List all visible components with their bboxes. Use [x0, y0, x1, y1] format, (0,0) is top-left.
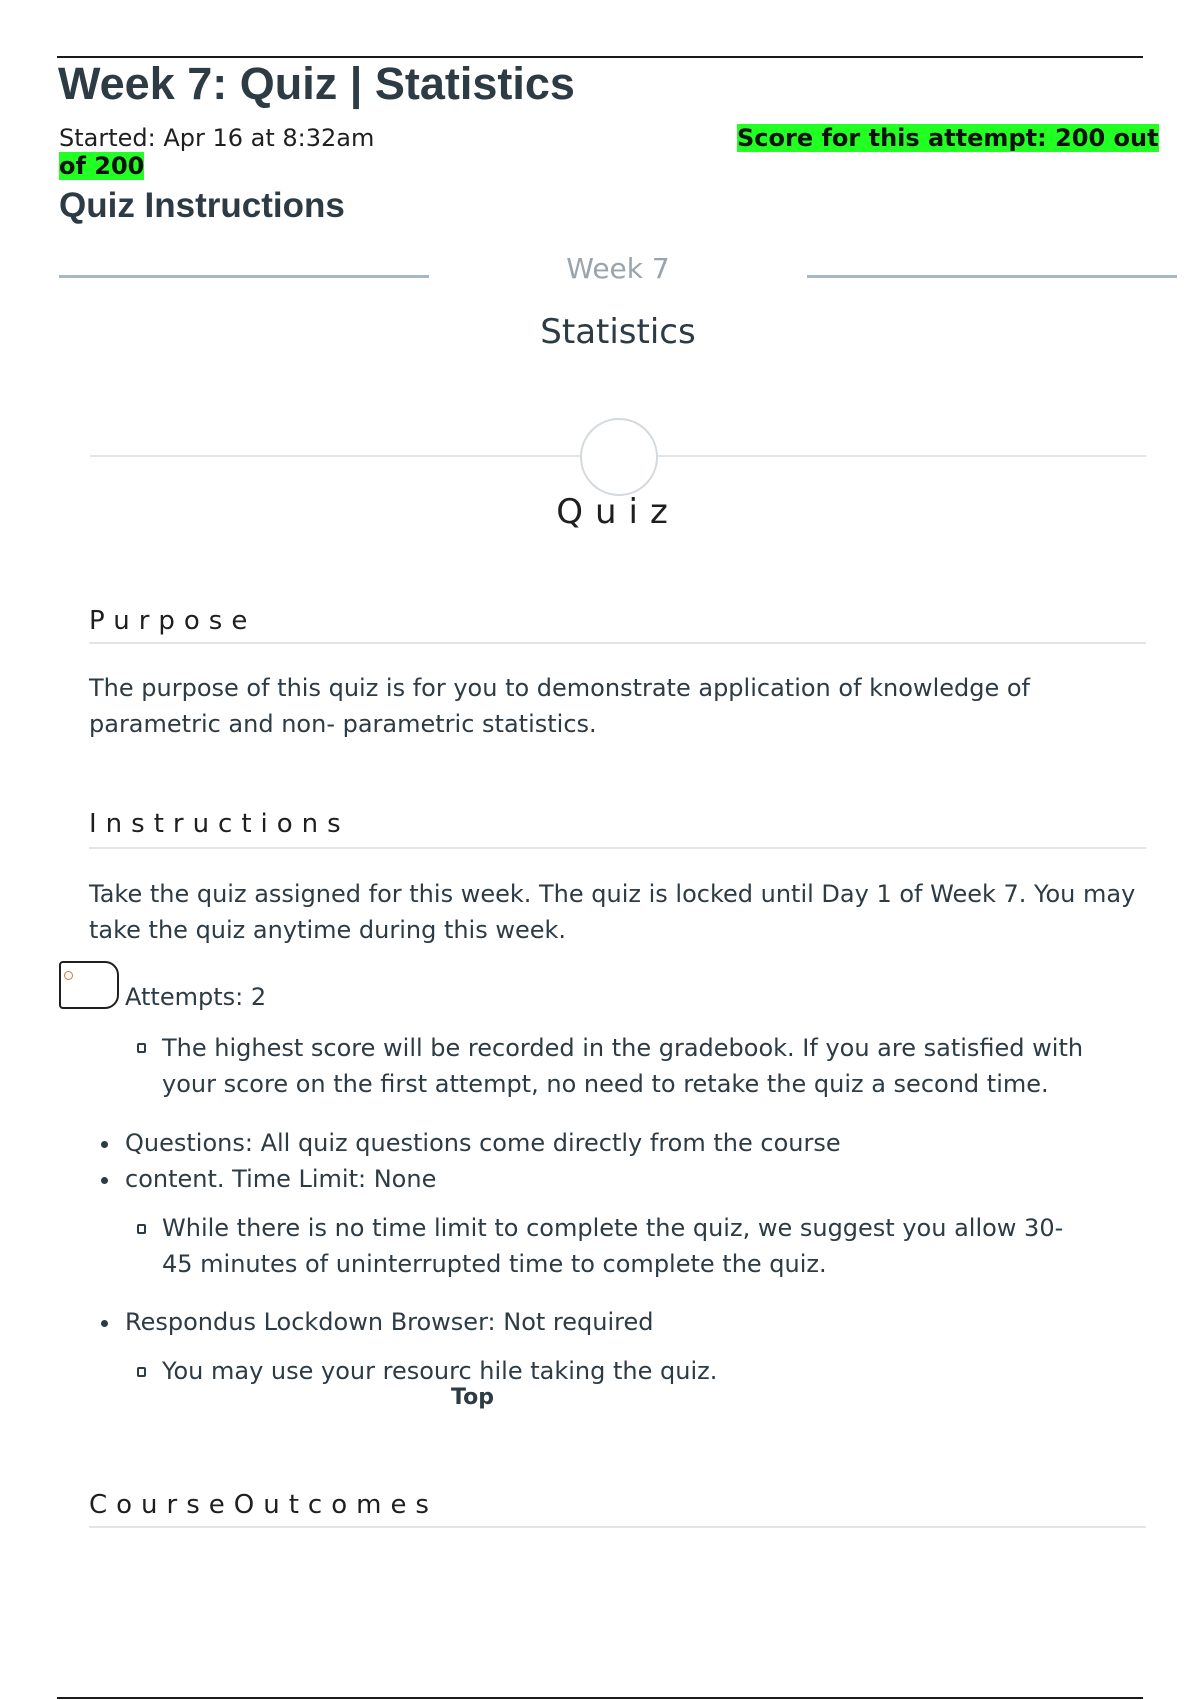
bottom-rule — [57, 1697, 1143, 1699]
banner-title: Statistics — [540, 312, 696, 352]
instructions-heading: Instructions — [89, 809, 350, 839]
purpose-text: The purpose of this quiz is for you to demonstrate application of knowledge of parametric and non- parametric statistics. — [89, 674, 1030, 738]
disc-bullet-icon — [101, 1320, 108, 1327]
disc-bullet-icon — [101, 1141, 108, 1148]
image-placeholder-icon — [64, 971, 73, 980]
started-timestamp: Started: Apr 16 at 8:32am — [59, 124, 375, 152]
attempts-note-line-2: your score on the first attempt, no need to retake the quiz a second time. — [162, 1070, 1049, 1098]
banner-divider-right — [807, 275, 1177, 278]
square-bullet-icon — [137, 1043, 146, 1053]
lockdown-item: Respondus Lockdown Browser: Not required — [125, 1308, 654, 1336]
instructions-rule — [89, 847, 1146, 849]
attempts-note-line-1: The highest score will be recorded in the gradebook. If you are satisfied with — [162, 1034, 1084, 1062]
square-bullet-icon — [137, 1224, 146, 1234]
top-link[interactable]: Top — [451, 1385, 494, 1410]
quiz-type-label: Quiz — [556, 492, 680, 532]
quiz-circle-icon — [580, 418, 658, 496]
attempts-item: Attempts: 2 — [125, 983, 267, 1011]
banner-divider-left — [59, 275, 429, 278]
score-highlight-line-2: of 200 — [59, 152, 145, 180]
banner-week-label: Week 7 — [566, 252, 670, 285]
quiz-instructions-heading: Quiz Instructions — [59, 186, 345, 225]
page-title: Week 7: Quiz | Statistics — [58, 58, 575, 109]
score-highlight-line-1: Score for this attempt: 200 out — [737, 124, 1159, 152]
resources-note: You may use your resourc hile taking the quiz. — [162, 1357, 718, 1385]
time-note-line-1: While there is no time limit to complete the quiz, we suggest you allow 30- — [162, 1214, 1064, 1242]
disc-bullet-icon — [101, 1177, 108, 1184]
purpose-rule — [89, 642, 1146, 644]
time-note-line-2: 45 minutes of uninterrupted time to complete the quiz. — [162, 1250, 827, 1278]
course-outcomes-rule — [89, 1526, 1146, 1528]
instructions-text: Take the quiz assigned for this week. The quiz is locked until Day 1 of Week 7. You may take the quiz anytime during this week. — [89, 880, 1136, 944]
purpose-heading: Purpose — [89, 606, 257, 636]
questions-item: Questions: All quiz questions come directly from the course — [125, 1129, 841, 1157]
course-outcomes-heading: CourseOutcomes — [89, 1490, 438, 1520]
broken-image-icon — [59, 961, 119, 1009]
time-limit-item: content. Time Limit: None — [125, 1165, 437, 1193]
square-bullet-icon — [137, 1367, 146, 1377]
